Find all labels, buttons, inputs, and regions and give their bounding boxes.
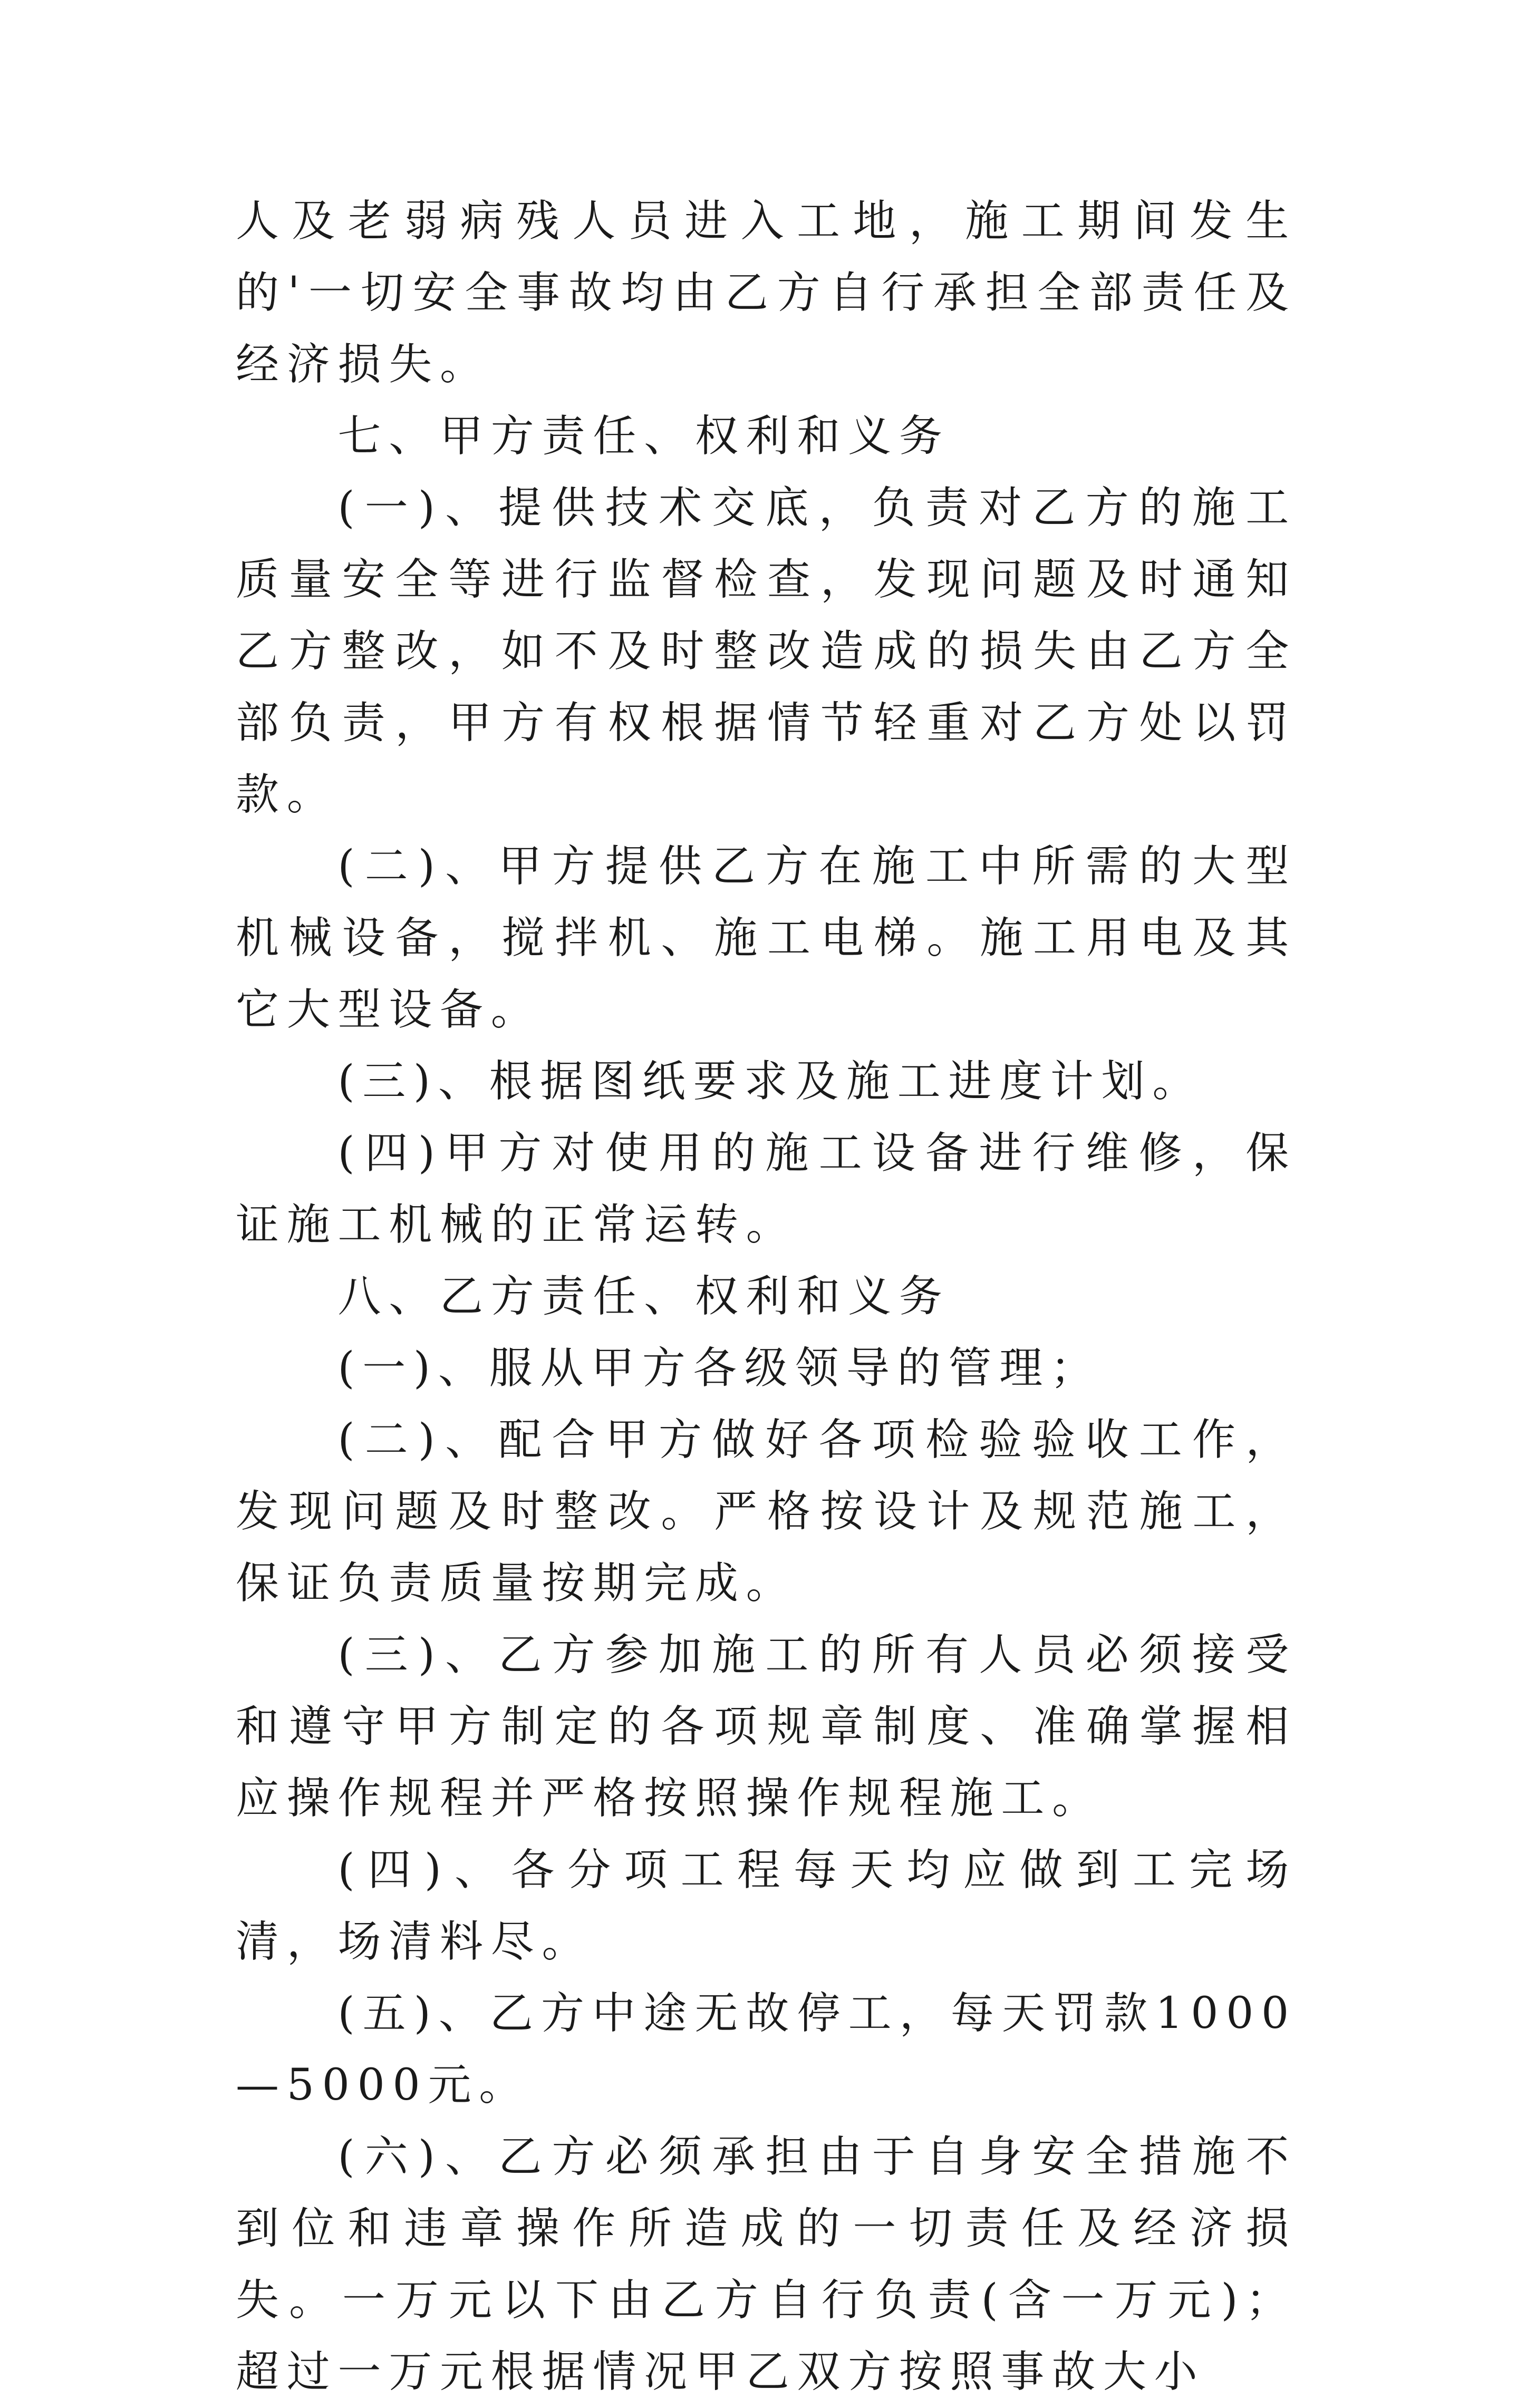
section-heading-party-b: 八、乙方责任、权利和义务 <box>337 1271 950 1322</box>
clause-a-3: (三)、根据图纸要求及施工进度计划。 <box>337 1056 1204 1106</box>
clause-b-3: (三)、乙方参加施工的所有人员必须接受和遵守甲方制定的各项规章制度、准确掌握相应操作规程并严格按照操作规程施工。 <box>236 1630 1297 1823</box>
document-body <box>236 186 1297 2408</box>
clause-a-1: (一)、提供技术交底，负责对乙方的施工质量安全等进行监督检查，发现问题及时通知乙方整改，如不及时整改造成的损失由乙方全部负责，甲方有权根据情节轻重对乙方处以罚款。 <box>236 483 1297 820</box>
clause-a-4: (四)甲方对使用的施工设备进行维修，保证施工机械的正常运转。 <box>236 1128 1297 1250</box>
clause-a-2: (二)、甲方提供乙方在施工中所需的大型机械设备，搅拌机、施工电梯。施工用电及其它大型设备。 <box>236 841 1297 1035</box>
clause-b-2: (二)、配合甲方做好各项检验验收工作，发现问题及时整改。严格按设计及规范施工，保证负责质量按期完成。 <box>236 1415 1297 1608</box>
paragraph-continuation: 人及老弱病残人员进入工地，施工期间发生的'一切安全事故均由乙方自行承担全部责任及经济损失。 <box>236 196 1297 390</box>
clause-b-6: (六)、乙方必须承担由于自身安全措施不到位和违章操作所造成的一切责任及经济损失。一万元以下由乙方自行负责(含一万元)；超过一万元根据情况甲乙双方按照事故大小 <box>236 2132 1297 2397</box>
clause-b-4: (四)、各分项工程每天均应做到工完场清，场清料尽。 <box>236 1845 1297 1967</box>
clause-b-5: (五)、乙方中途无故停工，每天罚款1000—5000元。 <box>236 1988 1297 2110</box>
clause-b-1: (一)、服从甲方各级领导的管理； <box>337 1343 1102 1393</box>
section-heading-party-a: 七、甲方责任、权利和义务 <box>337 411 950 461</box>
